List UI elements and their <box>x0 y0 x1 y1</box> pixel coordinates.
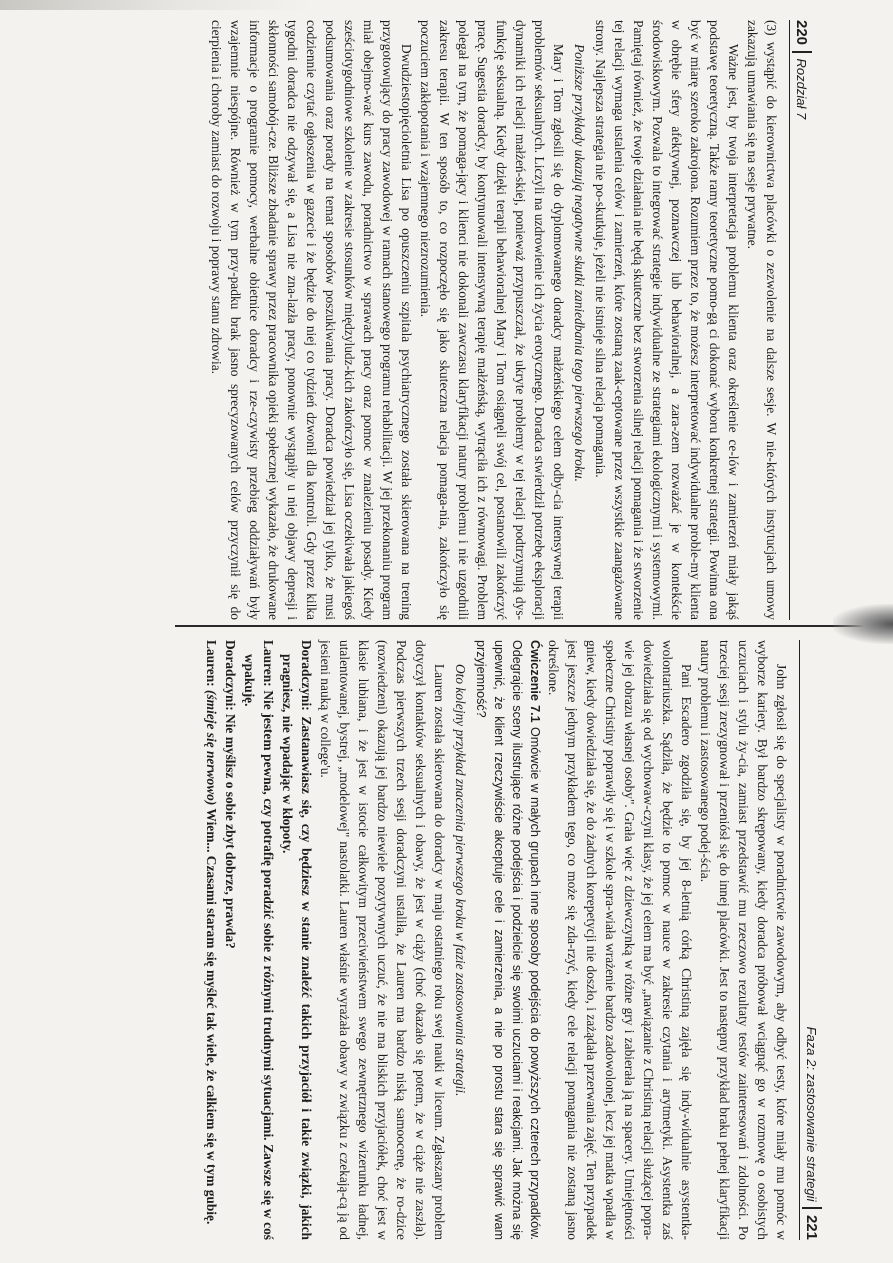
utterance: Zastanawiasz się, czy będziesz w stanie znaleźć takich przyjaciół i takie związki, jakich pragniesz, nie wpadając w kłopoty. <box>280 654 314 1240</box>
dialog-line <box>221 640 240 1240</box>
paragraph: (3) wystąpić do kierownictwa placówki o zezwolenie na dalsze sesje. W nie-których instytucjach umowy zakazują umawiania się na sesje prywatne. <box>745 20 779 620</box>
fold-line <box>175 625 893 627</box>
page-221 <box>82 640 822 1240</box>
exercise-box <box>472 640 544 1240</box>
section-subhead: Oto kolejny przykład znaczenia pierwszego kroku w fazie zastosowania strategii. <box>453 664 468 1097</box>
paragraph: Pani Escadero zgodziła się, by jej 8-letnią córką Christiną zajęła się indy-widualnie asystentka-wolontariuszka. Sądziła, że będzie to pomoc w nauce w zakresie czytania i arytmetyki. Asystentka zaś dowiedziała się od wychowaw-czyni klasy, że jej celem ma być „nawiązanie z Christiną relacji służącej popra-wie jej obrazu własnej osoby". Grała więc z dziewczynką w różne gry i zabierała ją na spacery. Umiejętności społeczne Christiny poprawiły się i w szkole spra-wiała wrażenie bardzo zadowolonej, lecz jej matka wpadła w gniew, kiedy dowiedziała się, że do żadnych korepetycji nie doszło, i zażądała przerwania zajęć. Ten przypadek jest jeszcze jednym przykładem tego, co może się zda-rzyć, kiedy cele relacji pomagania nie zostaną jasno określone. <box>546 640 694 1240</box>
scan-edge-top <box>0 0 893 10</box>
page-fold <box>0 622 893 630</box>
paragraph: Lauren została skierowana do doradcy w maju ostatniego roku swej nauki w liceum. Zgłaszany problem dotyczył kontaktów seksualnych i obawy, że jest w ciąży (choć okazało się potem, że w ciąże nie zaszła). Podczas pierwszych trzech sesji doradczyni ustaliła, że Lauren ma bardzo niską samoocenę, że ro-dzice (rozwiedzeni) okazują jej bardzo niewiele pozytywnych uczuć, że nie ma bliskich przyjaciółek, choć jest w klasie lubiana, i że jest w istocie całkowitym przeciwieństwem swego zewnętrznego wizerunku ładnej, utalentowanej, bystrej, „modelowej" nastolatki. Lauren właśnie wyrażała obawy w związku z czekają-cą ją od jesieni nauką w college'u. <box>318 640 447 1240</box>
running-head: Faza 2: zastosowanie strategii <box>804 1026 820 1202</box>
utterance: Wiem... Czasami staram się myśleć tak wiele, że całkiem się w tym gubię. <box>204 808 219 1225</box>
header-divider <box>792 51 812 53</box>
dialog-line <box>240 640 278 1240</box>
speaker: Doradczyni: <box>223 640 238 711</box>
speaker: Lauren: <box>204 640 219 687</box>
paragraph: Ważne jest, by twoja interpretacja problemu klienta oraz określenie ce-lów i zamierzeń miały jakąś podstawę teoretyczną. Także ramy teoretyczne pomo-gą ci dokonać wyboru konkretnej strategii. Powinna ona być w miarę szeroko zakrojona. Rozumiem przez to, że możesz interpretować indywidualne proble-my klienta w obrębie sfery afektywnej, poznawczej lub behawioralnej, a zara-zem rozważać je w kontekście środowiskowym. Pozwala to integrować strategie indywidualne ze strategiami ekologicznymi i systemowymi. Pamiętaj również, że twoje działania nie będą skuteczne bez stworzenia silnej relacji pomagania i że stworzenie tej relacji wymaga ustalenia celów i zamierzeń, które zostaną zaak-ceptowane przez wszystkie zaangażowane strony. Najlepsza strategia nie po-skutkuje, jeżeli nie istnieje silna relacja pomagania. <box>593 20 741 620</box>
running-head: Rozdział 7 <box>794 58 810 120</box>
fold-shadow <box>833 604 893 644</box>
paragraph: Mary i Tom zgłosili się do dyplomowanego doradcy małżeńskiego celem odby-cia intensywnej terapii problemów seksualnych. Liczyli na uzdrowienie ich życia erotycznego. Doradca stwierdził potrzebę eksploracji dynamiki ich relacji małżeń-skiej, ponieważ przypuszczał, że ukryte problemy w tej relacji podtrzymują dys-funkcję seksualną. Kiedy dzięki terapii behawioralnej Mary i Tom osiągnęli swój cel, postanowili zakończyć pracę. Sugestia doradcy, by kontynuowali intensywną terapię małżeńską, wytrąciła ich z równowagi. Problem polegał na tym, że pomaga-jący i klienci nie dokonali zawczasu klaryfikacji natury problemu i nie uzgodnili zakresu terapii. W ten sposób to, co rozpoczęło się jako skuteczna relacja pomaga-nia, zakończyło się poczuciem zakłopotania i wzajemnego niezrozumienia. <box>418 20 566 620</box>
dialog-line <box>278 640 316 1240</box>
exercise-text: Omówcie w małych grupach inne sposoby podejścia do powyższych czterech przypadków. Odegrajcie sceny ilustrujące różne podejścia i podzielcie się swoimi uczuciami i reakcjami. Jak można się upewnić, że klient rzeczywiście akceptuje cele i zamierzenia, a nie po prostu stara się sprawić wam przyjemność? <box>474 640 542 1240</box>
section-subhead: Poniższe przykłady ukazują negatywne skutki zaniedbania tego pierwszego kroku. <box>572 44 587 482</box>
exercise-label: Ćwiczenie 7.1 <box>528 640 542 723</box>
page-header-220 <box>789 20 812 620</box>
paragraph: John zgłosił się do specjalisty w poradnictwie zawodowym, aby odbyć testy, które miały mu pomóc w wyborze kariery. Był bardzo skrępowany, kiedy doradca próbował wciągnąć go w rozmowę o osobistych uczuciach i stylu ży-cia, zamiast przedstawić mu rzeczowo rezultaty testów zainteresowań i zdolności. Po trzeciej sesji zrezygnował i przeniósł się do innej placówki. Jest to następny przykład braku pełnej klaryfikacji natury problemu i zastosowanego podej-ścia. <box>698 640 789 1240</box>
page-number: 221 <box>803 1214 821 1240</box>
speaker: Lauren: <box>261 640 276 687</box>
page-number: 220 <box>793 20 811 46</box>
utterance: Nie jestem pewna, czy potrafię poradzić sobie z różnymi trudnymi sytuacjami. Zawsze się w coś wpakuję. <box>242 654 276 1240</box>
dialog-line <box>202 640 221 1240</box>
stage-direction: (śmieje się nerwowo) <box>204 690 219 806</box>
utterance: Nie myślisz o sobie zbyt dobrze, prawda? <box>223 714 238 949</box>
header-divider <box>802 1207 822 1209</box>
page-header-221 <box>799 640 822 1240</box>
page-220 <box>72 20 812 620</box>
speaker: Doradczyni: <box>299 640 314 711</box>
paragraph: Dwudziestopięcioletnia Lisa po opuszczeniu szpitala psychiatrycznego została skierowana na trening przygotowujący do pracy zawodowej w ramach stanowego programu rehabilitacji. W jej przekonaniu program miał obejmo-wać kurs zawodu, poradnictwo w sprawach pracy oraz pomoc w znalezieniu posady. Kiedy sześciotygodniowe szkolenie w zakresie stosunków międzyludz-kich zakończyło się, Lisa oczekiwała jakiegoś podsumowania oraz porady na temat sposobów poszukiwania pracy. Doradca powiedział jej tylko, że musi codziennie czytać ogłoszenia w gazecie i że będzie do niej co tydzień dzwonił dla kontroli. Gdy przez kilka tygodni doradca nie odzywał się, a Lisa nie zna-lazła pracy, ponownie wystąpiły u niej objawy depresji i skłonności samobój-cze. Bliższe zbadanie sprawy przez pracownika opieki społecznej wykazało, że drukowane informacje o programie pomocy, werbalne obietnice doradcy i rze-czywisty przebieg oddziaływań były wzajemnie niespójne. Również w tym przy-padku brak jasno sprecyzowanych celów przyczynił się do cierpienia i choroby zamiast do rozwoju i poprawy stanu zdrowia. <box>209 20 414 620</box>
